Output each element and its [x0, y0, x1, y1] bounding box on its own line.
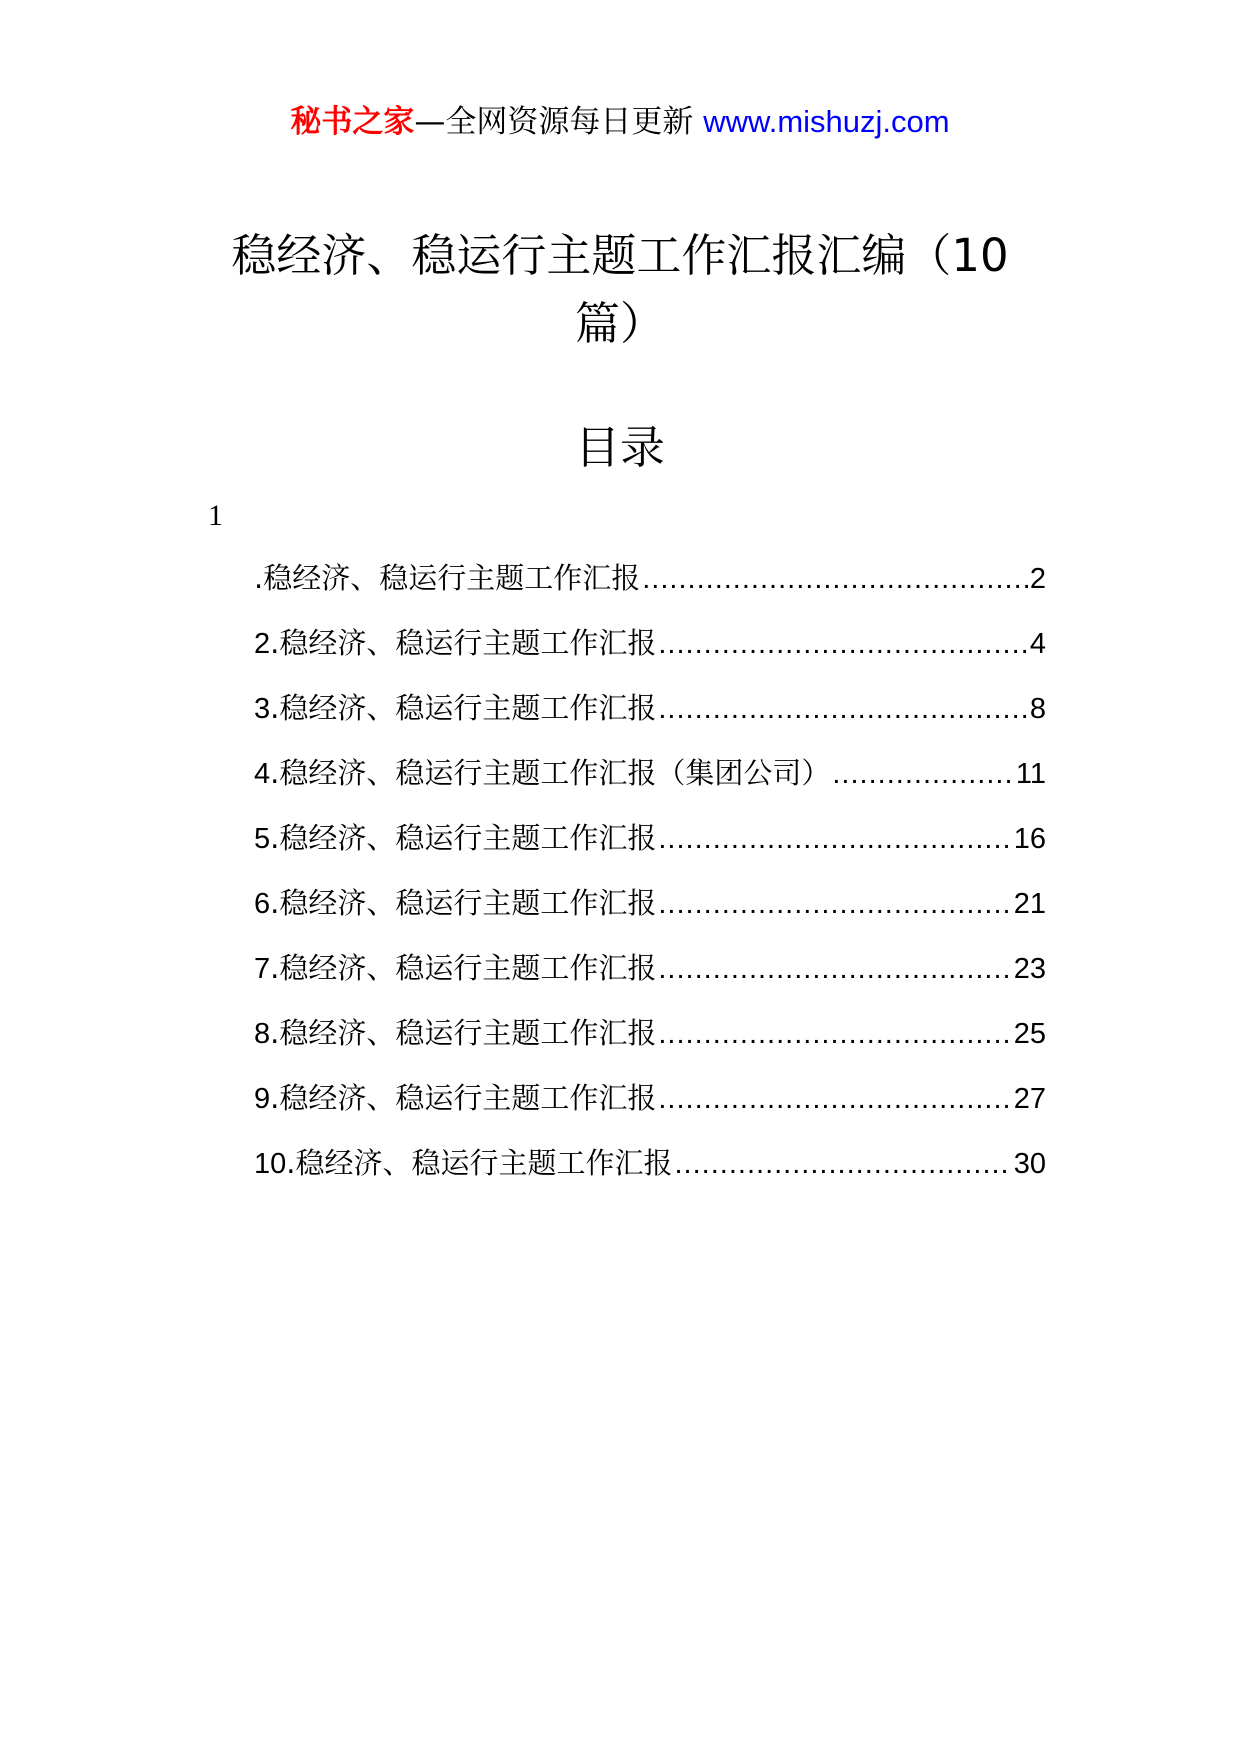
toc-entry-page: 16	[1013, 823, 1046, 855]
toc-dot-leader	[658, 691, 1027, 727]
toc-entry[interactable]	[254, 950, 1046, 1015]
toc-entry-title: .稳经济、稳运行主题工作汇报（集团公司）	[270, 756, 831, 790]
toc-entry-page: 8	[1029, 693, 1046, 725]
toc-entry-number: 5	[254, 823, 271, 855]
toc-entry-title: .稳经济、稳运行主题工作汇报	[270, 1016, 657, 1050]
toc-entry-number: 4	[254, 758, 271, 790]
toc-entry-title: .稳经济、稳运行主题工作汇报	[270, 886, 657, 920]
toc-entry-number: 2	[254, 628, 271, 660]
toc-entry-title: .稳经济、稳运行主题工作汇报	[286, 1146, 673, 1180]
toc-entry-number: 6	[254, 888, 271, 920]
toc-entry-number: 3	[254, 693, 271, 725]
toc-entry-title: .稳经济、稳运行主题工作汇报	[270, 1081, 657, 1115]
toc-entry-number: 9	[254, 1083, 271, 1115]
toc-entry[interactable]	[254, 1080, 1046, 1145]
toc-entry-page: 23	[1013, 953, 1046, 985]
toc-entry-number: 7	[254, 953, 271, 985]
table-of-contents	[254, 560, 1046, 1210]
toc-dot-leader	[658, 821, 1011, 857]
toc-dot-leader	[675, 1146, 1012, 1182]
toc-entry-page: 25	[1013, 1018, 1046, 1050]
toc-entry-number: 10	[254, 1148, 287, 1180]
toc-entry[interactable]	[254, 1015, 1046, 1080]
toc-entry-title: .稳经济、稳运行主题工作汇报	[270, 951, 657, 985]
toc-dot-leader	[658, 626, 1027, 662]
toc-lead-number: 1	[208, 499, 223, 532]
toc-entry-page: 2	[1029, 563, 1046, 595]
toc-entry[interactable]	[254, 755, 1046, 820]
toc-dot-leader	[658, 886, 1011, 922]
toc-entry-title: .稳经济、稳运行主题工作汇报	[254, 561, 641, 595]
toc-dot-leader	[642, 561, 1028, 597]
toc-entry-page: 21	[1013, 888, 1046, 920]
toc-entry[interactable]	[254, 560, 1046, 625]
toc-entry-title: .稳经济、稳运行主题工作汇报	[270, 626, 657, 660]
toc-entry[interactable]	[254, 885, 1046, 950]
toc-entry-page: 11	[1015, 758, 1046, 790]
brand-name: 秘书之家	[290, 104, 415, 140]
site-header	[0, 100, 1240, 144]
toc-entry[interactable]	[254, 690, 1046, 755]
toc-entry[interactable]	[254, 820, 1046, 885]
toc-entry-title: .稳经济、稳运行主题工作汇报	[270, 691, 657, 725]
toc-entry-page: 4	[1029, 628, 1046, 660]
toc-entry-page: 27	[1013, 1083, 1046, 1115]
toc-heading: 目录	[574, 421, 665, 474]
site-tagline: —全网资源每日更新	[414, 104, 694, 140]
toc-dot-leader	[658, 1081, 1011, 1117]
site-url-link[interactable]: www.mishuzj.com	[703, 104, 950, 139]
toc-dot-leader	[658, 1016, 1011, 1052]
toc-entry-title: .稳经济、稳运行主题工作汇报	[270, 821, 657, 855]
toc-entry-page: 30	[1013, 1148, 1046, 1180]
toc-dot-leader	[832, 756, 1014, 792]
toc-entry[interactable]	[254, 1145, 1046, 1210]
toc-entry-number: 8	[254, 1018, 271, 1050]
document-title: 稳经济、稳运行主题工作汇报汇编（10篇）	[231, 229, 1009, 350]
toc-entry[interactable]	[254, 625, 1046, 690]
toc-dot-leader	[658, 951, 1011, 987]
